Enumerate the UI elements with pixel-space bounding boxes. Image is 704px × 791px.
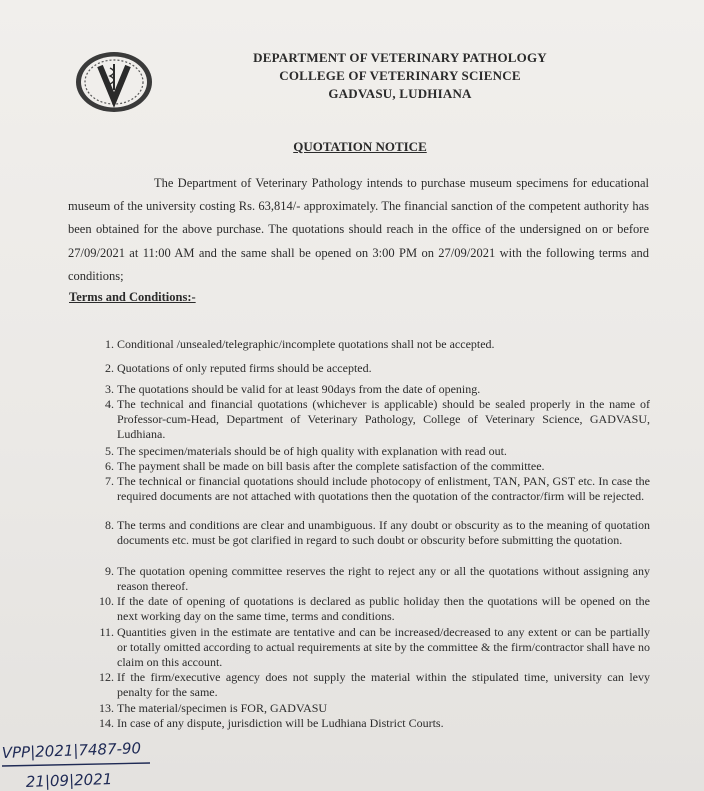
item-text: The specimen/materials should be of high quality with explanation with read out. bbox=[117, 444, 507, 458]
list-item bbox=[90, 564, 650, 594]
item-number: 5. bbox=[105, 444, 114, 458]
item-number: 6. bbox=[105, 459, 114, 473]
university-location: GADVASU, LUDHIANA bbox=[328, 86, 472, 101]
item-number: 13. bbox=[99, 701, 114, 715]
item-text: The payment shall be made on bill basis after the complete satisfaction of the committee. bbox=[117, 459, 545, 473]
item-text: Conditional /unsealed/telegraphic/incomplete quotations shall not be accepted. bbox=[117, 337, 495, 351]
intro-text: The Department of Veterinary Pathology intends to purchase museum specimens for educational museum of the university costing Rs. 63,814/- approximately. The financial sanction of the competent authority has been obtained for the above purchase. The quotations should reach in the office of the undersigned on or before 27/09/2021 at 11:00 AM and the same shall be opened on 3:00 PM on 27/09/2021 with the following terms and conditions; bbox=[68, 176, 649, 283]
notice-title: QUOTATION NOTICE bbox=[293, 139, 427, 154]
item-number: 4. bbox=[105, 397, 114, 411]
intro-paragraph bbox=[68, 172, 649, 288]
item-text: Quantities given in the estimate are tentative and can be increased/decreased to any extent or can be partially or totally omitted according to actual requirements at site by the committee & the firm/contractor shall have no claim on this account. bbox=[117, 625, 650, 670]
list-item bbox=[90, 459, 650, 474]
item-number: 7. bbox=[105, 474, 114, 488]
item-text: The terms and conditions are clear and unambiguous. If any doubt or obscurity as to the meaning of quotation documents etc. must be got clarified in regard to such doubt or obscurity before submitting the quotation. bbox=[117, 518, 650, 548]
item-number: 12. bbox=[99, 670, 114, 684]
list-item bbox=[90, 625, 650, 671]
list-item bbox=[90, 701, 650, 716]
list-item bbox=[90, 474, 650, 504]
list-item bbox=[90, 337, 650, 352]
list-item bbox=[90, 670, 650, 700]
college-name: COLLEGE OF VETERINARY SCIENCE bbox=[279, 68, 521, 83]
item-text: If the firm/executive agency does not supply the material within the stipulated time, university can levy penalty for the same. bbox=[117, 670, 650, 700]
item-number: 1. bbox=[105, 337, 114, 351]
item-text: The quotations should be valid for at least 90days from the date of opening. bbox=[117, 382, 481, 396]
item-number: 3. bbox=[105, 382, 114, 396]
list-item bbox=[90, 594, 650, 624]
list-item bbox=[90, 716, 650, 731]
department-name: DEPARTMENT OF VETERINARY PATHOLOGY bbox=[253, 50, 547, 65]
list-item bbox=[90, 444, 650, 459]
terms-heading: Terms and Conditions:- bbox=[69, 290, 196, 304]
list-item bbox=[90, 382, 650, 397]
list-item bbox=[90, 397, 650, 443]
item-text: The quotation opening committee reserves the right to reject any or all the quotations without assigning any reason thereof. bbox=[117, 564, 650, 594]
item-number: 10. bbox=[99, 594, 114, 608]
university-seal-icon bbox=[74, 50, 154, 114]
item-number: 8. bbox=[105, 518, 114, 532]
list-item bbox=[90, 518, 650, 548]
item-number: 11. bbox=[99, 625, 114, 639]
item-text: The technical or financial quotations should include photocopy of enlistment, TAN, PAN, GST etc. In case the required documents are not attached with quotations then the quotation of the contractor/firm will be rejected. bbox=[117, 474, 650, 504]
item-text: The technical and financial quotations (whichever is applicable) should be sealed properly in the name of Professor-cum-Head, Department of Veterinary Pathology, College of Veterinary Science, GADVASU, Ludhiana. bbox=[117, 397, 650, 442]
item-text: If the date of opening of quotations is declared as public holiday then the quotations will be opened on the next working day on the same time, terms and conditions. bbox=[117, 594, 650, 624]
item-text: Quotations of only reputed firms should be accepted. bbox=[117, 361, 372, 375]
item-number: 9. bbox=[105, 564, 114, 578]
handwritten-date: 21|09|2021 bbox=[25, 769, 113, 791]
handwritten-ref-number: VPP|2021|7487-90 bbox=[1, 739, 142, 762]
item-text: In case of any dispute, jurisdiction will be Ludhiana District Courts. bbox=[117, 716, 444, 730]
item-number: 2. bbox=[105, 361, 114, 375]
item-number: 14. bbox=[99, 716, 114, 730]
list-item bbox=[90, 361, 650, 376]
item-text: The material/specimen is FOR, GADVASU bbox=[117, 701, 328, 715]
handwritten-reference bbox=[0, 738, 170, 791]
